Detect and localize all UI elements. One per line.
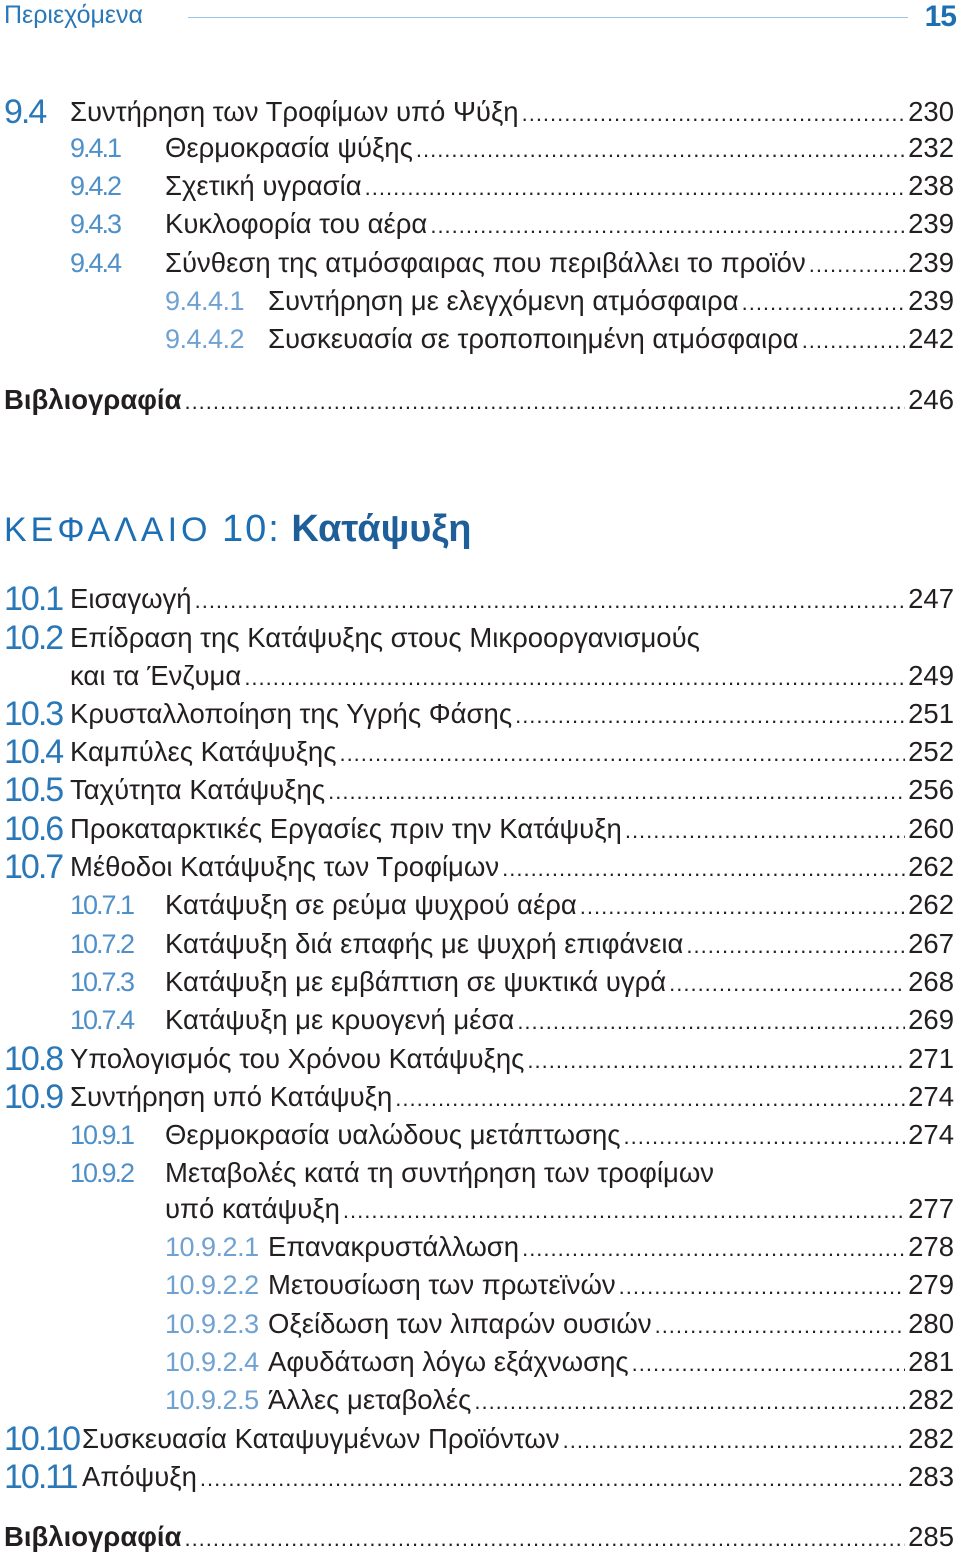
- toc-entry-bibliography[interactable]: [4, 1520, 954, 1554]
- toc-entry-continuation[interactable]: [165, 1192, 954, 1226]
- toc-entry-number: 10.9.2.3: [165, 1309, 259, 1339]
- toc-entry-number: 10.7.1: [70, 890, 134, 920]
- toc-entry[interactable]: [165, 1118, 954, 1152]
- toc-entry[interactable]: [268, 1268, 954, 1302]
- header-title: Περιεχόμενα: [4, 1, 143, 29]
- toc-entry-number: 10.5: [4, 771, 63, 809]
- toc-entry-page: 238: [908, 170, 954, 201]
- toc-entry-title: Άλλες μεταβολές: [268, 1384, 472, 1415]
- toc-entry-title: Κυκλοφορία του αέρα: [165, 208, 428, 239]
- toc-entry-title: Σχετική υγρασία: [165, 170, 362, 201]
- toc-entry-title: Καμπύλες Κατάψυξης: [70, 736, 337, 767]
- dot-leader: [430, 207, 905, 243]
- toc-entry-page: 280: [908, 1308, 954, 1339]
- toc-entry-page: 251: [908, 698, 954, 729]
- toc-entry-page: 283: [908, 1461, 954, 1492]
- chapter-number: 10:: [222, 508, 281, 550]
- toc-entry-number: 10.9.2: [70, 1158, 134, 1188]
- dot-leader: [343, 1192, 905, 1228]
- toc-entry-title: Εισαγωγή: [70, 583, 192, 614]
- toc-entry-title: Μεταβολές κατά τη συντήρηση των τροφίμων: [165, 1157, 715, 1188]
- toc-entry-title: Συντήρηση των Τροφίμων υπό Ψύξη: [70, 96, 519, 127]
- toc-entry-title: Κατάψυξη διά επαφής με ψυχρή επιφάνεια: [165, 928, 684, 959]
- toc-entry-number: 9.4: [4, 93, 46, 131]
- dot-leader: [742, 284, 906, 320]
- toc-entry-page: 262: [908, 889, 954, 920]
- toc-entry[interactable]: [165, 927, 954, 961]
- dot-leader: [802, 322, 905, 358]
- toc-entry-page: 268: [908, 966, 954, 997]
- toc-entry-title: Επανακρυστάλλωση: [268, 1231, 520, 1262]
- toc-entry-title: Προκαταρκτικές Εργασίες πριν την Κατάψυξη: [70, 813, 622, 844]
- toc-entry[interactable]: [165, 246, 954, 280]
- toc-entry-number: 10.9.2.5: [165, 1385, 259, 1415]
- toc-entry-title-continued: υπό κατάψυξη: [165, 1193, 340, 1224]
- toc-entry-page: 267: [908, 928, 954, 959]
- dot-leader: [686, 927, 905, 963]
- chapter-label: ΚΕΦΑΛΑΙΟ: [4, 511, 212, 549]
- dot-leader: [416, 131, 905, 167]
- toc-entry-page: 277: [908, 1193, 954, 1224]
- toc-entry-title: Κατάψυξη με εμβάπτιση σε ψυκτικά υγρά: [165, 966, 667, 997]
- toc-entry-title: Απόψυξη: [82, 1461, 197, 1492]
- toc-entry-page: 274: [908, 1081, 954, 1112]
- toc-entry-number: 9.4.4.2: [165, 324, 245, 354]
- toc-entry[interactable]: [165, 131, 954, 165]
- toc-entry[interactable]: [70, 773, 954, 807]
- dot-leader: [580, 888, 905, 924]
- toc-entry-number: 9.4.4: [70, 248, 121, 278]
- toc-entry-page: 252: [908, 736, 954, 767]
- page-number: 15: [924, 0, 956, 33]
- toc-entry-page: 269: [908, 1004, 954, 1035]
- toc-entry-number: 9.4.1: [70, 133, 121, 163]
- toc-entry-page: 239: [908, 208, 954, 239]
- toc-entry-page: 271: [908, 1043, 954, 1074]
- toc-entry-page: 239: [908, 285, 954, 316]
- toc-entry-number: 10.8: [4, 1040, 63, 1078]
- dot-leader: [395, 1080, 905, 1116]
- chapter-title: Κατάψυξη: [291, 508, 472, 550]
- toc-entry-number: 10.9: [4, 1078, 63, 1116]
- toc-entry-title: Συσκευασία σε τροποποιημένη ατμόσφαιρα: [268, 323, 799, 354]
- toc-entry-number: 10.9.2.1: [165, 1232, 259, 1262]
- dot-leader: [339, 735, 905, 771]
- dot-leader: [563, 1422, 905, 1458]
- toc-entry-page: 274: [908, 1119, 954, 1150]
- toc-entry-page: 247: [908, 583, 954, 614]
- toc-entry-page: 232: [908, 132, 954, 163]
- toc-entry-title: Επίδραση της Κατάψυξης στους Μικροοργανισμούς: [70, 622, 700, 653]
- page-header: [0, 0, 960, 40]
- toc-entry[interactable]: [82, 1460, 954, 1494]
- toc-entry-title: Θερμοκρασία ψύξης: [165, 132, 413, 163]
- toc-entry[interactable]: [165, 1156, 954, 1190]
- dot-leader: [200, 1460, 905, 1496]
- toc-entry-number: 10.2: [4, 619, 63, 657]
- toc-entry-title: Σύνθεση της ατμόσφαιρας που περιβάλλει το προϊόν: [165, 247, 806, 278]
- toc-entry-title: Ταχύτητα Κατάψυξης: [70, 774, 326, 805]
- dot-leader: [522, 1230, 905, 1266]
- toc-entry[interactable]: [70, 735, 954, 769]
- toc-entry-page: 285: [908, 1521, 954, 1552]
- dot-leader: [669, 965, 905, 1001]
- toc-entry-title: Κατάψυξη με κρυογενή μέσα: [165, 1004, 515, 1035]
- toc-entry-number: 10.7.3: [70, 967, 134, 997]
- toc-entry[interactable]: [165, 888, 954, 922]
- toc-entry-number: 9.4.3: [70, 209, 121, 239]
- toc-entry[interactable]: [268, 1345, 954, 1379]
- toc-entry-number: 9.4.4.1: [165, 286, 245, 316]
- toc-entry-number: 10.7.2: [70, 929, 134, 959]
- toc-entry[interactable]: [268, 1307, 954, 1341]
- toc-entry-page: 249: [908, 660, 954, 691]
- dot-leader: [625, 812, 905, 848]
- toc-entry-title: Αφυδάτωση λόγω εξάχνωσης: [268, 1346, 629, 1377]
- toc-entry-page: 239: [908, 247, 954, 278]
- toc-entry[interactable]: [70, 697, 954, 731]
- toc-entry-continuation[interactable]: [70, 659, 954, 693]
- toc-entry[interactable]: [165, 207, 954, 241]
- toc-entry[interactable]: [70, 582, 954, 616]
- dot-leader: [517, 1003, 905, 1039]
- dot-leader: [502, 850, 905, 886]
- toc-entry[interactable]: [268, 1230, 954, 1264]
- toc-entry-number: 10.3: [4, 695, 63, 733]
- toc-entry-number: 10.7.4: [70, 1005, 134, 1035]
- toc-entry[interactable]: [165, 169, 954, 203]
- toc-entry-number: 10.7: [4, 848, 63, 886]
- toc-entry-page: 256: [908, 774, 954, 805]
- toc-entry-title: Μετουσίωση των πρωτεϊνών: [268, 1269, 616, 1300]
- toc-entry[interactable]: [70, 621, 954, 655]
- dot-leader: [632, 1345, 905, 1381]
- toc-entry-title-continued: και τα Ένζυμα: [70, 660, 242, 691]
- toc-entry-title: Υπολογισμός του Χρόνου Κατάψυξης: [70, 1043, 525, 1074]
- toc-entry[interactable]: [268, 1383, 954, 1417]
- toc-entry-title: Οξείδωση των λιπαρών ουσιών: [268, 1308, 652, 1339]
- toc-entry-page: 242: [908, 323, 954, 354]
- toc-entry[interactable]: [82, 1422, 954, 1456]
- toc-entry-number: 10.11: [4, 1458, 77, 1496]
- dot-leader: [527, 1042, 905, 1078]
- dot-leader: [365, 169, 905, 205]
- toc-entry-title: Κρυσταλλοποίηση της Υγρής Φάσης: [70, 698, 513, 729]
- toc-entry-title: Συντήρηση με ελεγχόμενη ατμόσφαιρα: [268, 285, 739, 316]
- toc-entry-number: 10.4: [4, 733, 63, 771]
- toc-entry-title: Βιβλιογραφία: [4, 1521, 182, 1552]
- toc-entry[interactable]: [268, 284, 954, 318]
- dot-leader: [184, 1520, 905, 1556]
- toc-entry-number: 10.9.2.4: [165, 1347, 259, 1377]
- dot-leader: [184, 383, 905, 419]
- toc-entry-page: 262: [908, 851, 954, 882]
- toc-entry-page: 246: [908, 384, 954, 415]
- dot-leader: [474, 1383, 905, 1419]
- dot-leader: [328, 773, 905, 809]
- dot-leader: [809, 246, 905, 282]
- dot-leader: [624, 1118, 906, 1154]
- toc-entry-page: 279: [908, 1269, 954, 1300]
- toc-entry-number: 10.6: [4, 810, 63, 848]
- toc-entry[interactable]: [165, 1003, 954, 1037]
- toc-entry[interactable]: [268, 322, 954, 356]
- toc-entry[interactable]: [70, 1080, 954, 1114]
- toc-entry-title: Συσκευασία Καταψυγμένων Προϊόντων: [82, 1423, 560, 1454]
- dot-leader: [244, 659, 905, 695]
- header-rule: [188, 17, 908, 18]
- toc-entry-number: 10.10: [4, 1420, 80, 1458]
- dot-leader: [619, 1268, 905, 1304]
- toc-entry-number: 10.1: [4, 580, 63, 618]
- dot-leader: [515, 697, 905, 733]
- toc-entry-page: 260: [908, 813, 954, 844]
- toc-entry-title: Βιβλιογραφία: [4, 384, 182, 415]
- toc-entry[interactable]: [70, 812, 954, 846]
- toc-entry-number: 10.9.1: [70, 1120, 134, 1150]
- toc-entry-title: Μέθοδοι Κατάψυξης των Τροφίμων: [70, 851, 500, 882]
- toc-entry-page: 282: [908, 1423, 954, 1454]
- toc-entry-title: Θερμοκρασία υαλώδους μετάπτωσης: [165, 1119, 621, 1150]
- toc-entry-page: 281: [908, 1346, 954, 1377]
- toc-entry[interactable]: [165, 965, 954, 999]
- dot-leader: [655, 1307, 906, 1343]
- toc-entry-page: 278: [908, 1231, 954, 1262]
- toc-entry-bibliography[interactable]: [4, 383, 954, 417]
- toc-entry-number: 9.4.2: [70, 171, 121, 201]
- toc-entry-page: 282: [908, 1384, 954, 1415]
- toc-entry[interactable]: [70, 95, 954, 129]
- chapter-heading: [4, 508, 472, 564]
- toc-entry-page: 230: [908, 96, 954, 127]
- dot-leader: [522, 95, 906, 131]
- toc-entry-title: Συντήρηση υπό Κατάψυξη: [70, 1081, 393, 1112]
- toc-entry-title: Κατάψυξη σε ρεύμα ψυχρού αέρα: [165, 889, 577, 920]
- toc-entry[interactable]: [70, 1042, 954, 1076]
- toc-entry[interactable]: [70, 850, 954, 884]
- dot-leader: [195, 582, 906, 618]
- toc-entry-number: 10.9.2.2: [165, 1270, 259, 1300]
